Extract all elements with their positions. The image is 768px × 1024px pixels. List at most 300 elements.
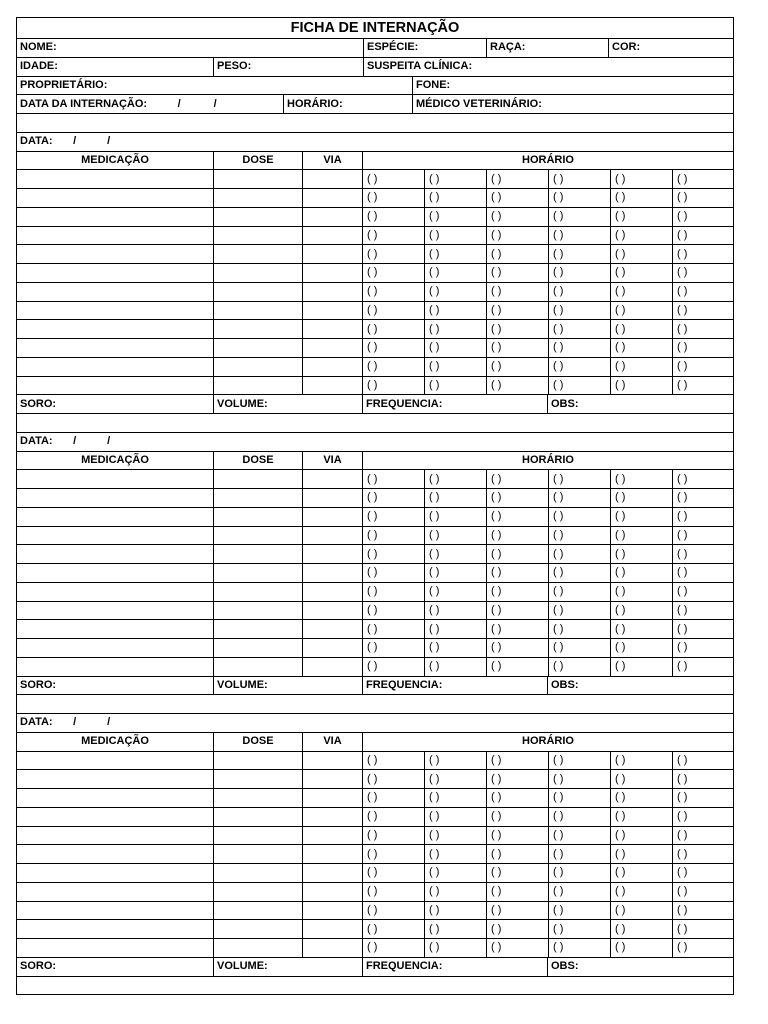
time-slot-checkbox[interactable]: ( ) bbox=[425, 808, 487, 827]
field-suspeita-clinica[interactable]: SUSPEITA CLÍNICA: bbox=[364, 58, 734, 77]
time-slot-checkbox[interactable]: ( ) bbox=[549, 583, 611, 602]
time-slot-checkbox[interactable]: ( ) bbox=[673, 508, 734, 527]
time-slot-checkbox[interactable]: ( ) bbox=[487, 639, 549, 658]
time-slot-checkbox[interactable]: ( ) bbox=[363, 227, 425, 246]
dose-cell[interactable] bbox=[214, 939, 303, 958]
time-slot-checkbox[interactable]: ( ) bbox=[549, 527, 611, 546]
field-frequencia[interactable]: FREQUENCIA: bbox=[363, 677, 548, 696]
time-slot-checkbox[interactable]: ( ) bbox=[487, 789, 549, 808]
via-cell[interactable] bbox=[303, 883, 363, 902]
time-slot-checkbox[interactable]: ( ) bbox=[673, 939, 734, 958]
time-slot-checkbox[interactable]: ( ) bbox=[549, 639, 611, 658]
via-cell[interactable] bbox=[303, 527, 363, 546]
medicacao-cell[interactable] bbox=[17, 770, 214, 789]
medicacao-cell[interactable] bbox=[17, 339, 214, 358]
time-slot-checkbox[interactable]: ( ) bbox=[363, 489, 425, 508]
time-slot-checkbox[interactable]: ( ) bbox=[487, 283, 549, 302]
dose-cell[interactable] bbox=[214, 245, 303, 264]
field-cor[interactable]: COR: bbox=[609, 39, 734, 58]
via-cell[interactable] bbox=[303, 508, 363, 527]
time-slot-checkbox[interactable]: ( ) bbox=[611, 602, 673, 621]
medicacao-cell[interactable] bbox=[17, 320, 214, 339]
time-slot-checkbox[interactable]: ( ) bbox=[363, 170, 425, 189]
time-slot-checkbox[interactable]: ( ) bbox=[549, 902, 611, 921]
time-slot-checkbox[interactable]: ( ) bbox=[611, 808, 673, 827]
field-medico-veterinario[interactable]: MÉDICO VETERINÁRIO: bbox=[413, 95, 734, 114]
time-slot-checkbox[interactable]: ( ) bbox=[425, 583, 487, 602]
time-slot-checkbox[interactable]: ( ) bbox=[673, 189, 734, 208]
time-slot-checkbox[interactable]: ( ) bbox=[673, 827, 734, 846]
section-date-field[interactable] bbox=[17, 714, 734, 733]
time-slot-checkbox[interactable]: ( ) bbox=[487, 602, 549, 621]
medicacao-cell[interactable] bbox=[17, 845, 214, 864]
time-slot-checkbox[interactable]: ( ) bbox=[611, 583, 673, 602]
time-slot-checkbox[interactable]: ( ) bbox=[425, 320, 487, 339]
via-cell[interactable] bbox=[303, 752, 363, 771]
time-slot-checkbox[interactable]: ( ) bbox=[363, 564, 425, 583]
time-slot-checkbox[interactable]: ( ) bbox=[363, 845, 425, 864]
medicacao-cell[interactable] bbox=[17, 564, 214, 583]
time-slot-checkbox[interactable]: ( ) bbox=[425, 527, 487, 546]
medicacao-cell[interactable] bbox=[17, 470, 214, 489]
time-slot-checkbox[interactable]: ( ) bbox=[549, 377, 611, 396]
time-slot-checkbox[interactable]: ( ) bbox=[673, 808, 734, 827]
medicacao-cell[interactable] bbox=[17, 545, 214, 564]
time-slot-checkbox[interactable]: ( ) bbox=[611, 827, 673, 846]
medicacao-cell[interactable] bbox=[17, 902, 214, 921]
time-slot-checkbox[interactable]: ( ) bbox=[549, 339, 611, 358]
time-slot-checkbox[interactable]: ( ) bbox=[611, 658, 673, 677]
field-especie[interactable]: ESPÉCIE: bbox=[364, 39, 487, 58]
time-slot-checkbox[interactable]: ( ) bbox=[487, 489, 549, 508]
time-slot-checkbox[interactable]: ( ) bbox=[425, 489, 487, 508]
time-slot-checkbox[interactable]: ( ) bbox=[487, 170, 549, 189]
time-slot-checkbox[interactable]: ( ) bbox=[549, 920, 611, 939]
field-fone[interactable]: FONE: bbox=[413, 77, 734, 96]
time-slot-checkbox[interactable]: ( ) bbox=[363, 264, 425, 283]
time-slot-checkbox[interactable]: ( ) bbox=[673, 227, 734, 246]
dose-cell[interactable] bbox=[214, 227, 303, 246]
time-slot-checkbox[interactable]: ( ) bbox=[363, 208, 425, 227]
dose-cell[interactable] bbox=[214, 583, 303, 602]
via-cell[interactable] bbox=[303, 189, 363, 208]
via-cell[interactable] bbox=[303, 902, 363, 921]
time-slot-checkbox[interactable]: ( ) bbox=[673, 545, 734, 564]
via-cell[interactable] bbox=[303, 864, 363, 883]
time-slot-checkbox[interactable]: ( ) bbox=[673, 583, 734, 602]
medicacao-cell[interactable] bbox=[17, 208, 214, 227]
time-slot-checkbox[interactable]: ( ) bbox=[363, 358, 425, 377]
time-slot-checkbox[interactable]: ( ) bbox=[611, 170, 673, 189]
medicacao-cell[interactable] bbox=[17, 602, 214, 621]
medicacao-cell[interactable] bbox=[17, 864, 214, 883]
field-data-internacao[interactable] bbox=[17, 95, 284, 114]
time-slot-checkbox[interactable]: ( ) bbox=[549, 658, 611, 677]
time-slot-checkbox[interactable]: ( ) bbox=[425, 902, 487, 921]
medicacao-cell[interactable] bbox=[17, 789, 214, 808]
time-slot-checkbox[interactable]: ( ) bbox=[611, 770, 673, 789]
time-slot-checkbox[interactable]: ( ) bbox=[549, 470, 611, 489]
time-slot-checkbox[interactable]: ( ) bbox=[425, 620, 487, 639]
time-slot-checkbox[interactable]: ( ) bbox=[363, 545, 425, 564]
dose-cell[interactable] bbox=[214, 170, 303, 189]
time-slot-checkbox[interactable]: ( ) bbox=[673, 845, 734, 864]
time-slot-checkbox[interactable]: ( ) bbox=[549, 808, 611, 827]
time-slot-checkbox[interactable]: ( ) bbox=[549, 283, 611, 302]
time-slot-checkbox[interactable]: ( ) bbox=[425, 545, 487, 564]
medicacao-cell[interactable] bbox=[17, 170, 214, 189]
time-slot-checkbox[interactable]: ( ) bbox=[611, 339, 673, 358]
time-slot-checkbox[interactable]: ( ) bbox=[549, 508, 611, 527]
time-slot-checkbox[interactable]: ( ) bbox=[673, 170, 734, 189]
time-slot-checkbox[interactable]: ( ) bbox=[363, 620, 425, 639]
field-obs[interactable]: OBS: bbox=[548, 677, 734, 696]
time-slot-checkbox[interactable]: ( ) bbox=[363, 902, 425, 921]
time-slot-checkbox[interactable]: ( ) bbox=[425, 883, 487, 902]
via-cell[interactable] bbox=[303, 489, 363, 508]
time-slot-checkbox[interactable]: ( ) bbox=[611, 527, 673, 546]
field-obs[interactable]: OBS: bbox=[548, 395, 734, 414]
via-cell[interactable] bbox=[303, 227, 363, 246]
time-slot-checkbox[interactable]: ( ) bbox=[487, 770, 549, 789]
time-slot-checkbox[interactable]: ( ) bbox=[425, 845, 487, 864]
field-frequencia[interactable]: FREQUENCIA: bbox=[363, 395, 548, 414]
time-slot-checkbox[interactable]: ( ) bbox=[611, 620, 673, 639]
dose-cell[interactable] bbox=[214, 527, 303, 546]
time-slot-checkbox[interactable]: ( ) bbox=[363, 470, 425, 489]
time-slot-checkbox[interactable]: ( ) bbox=[425, 189, 487, 208]
time-slot-checkbox[interactable]: ( ) bbox=[487, 902, 549, 921]
time-slot-checkbox[interactable]: ( ) bbox=[549, 358, 611, 377]
time-slot-checkbox[interactable]: ( ) bbox=[487, 864, 549, 883]
time-slot-checkbox[interactable]: ( ) bbox=[363, 583, 425, 602]
via-cell[interactable] bbox=[303, 302, 363, 321]
dose-cell[interactable] bbox=[214, 902, 303, 921]
time-slot-checkbox[interactable]: ( ) bbox=[363, 752, 425, 771]
medicacao-cell[interactable] bbox=[17, 920, 214, 939]
time-slot-checkbox[interactable]: ( ) bbox=[673, 208, 734, 227]
time-slot-checkbox[interactable]: ( ) bbox=[487, 620, 549, 639]
medicacao-cell[interactable] bbox=[17, 189, 214, 208]
time-slot-checkbox[interactable]: ( ) bbox=[673, 620, 734, 639]
via-cell[interactable] bbox=[303, 620, 363, 639]
time-slot-checkbox[interactable]: ( ) bbox=[549, 170, 611, 189]
via-cell[interactable] bbox=[303, 920, 363, 939]
dose-cell[interactable] bbox=[214, 189, 303, 208]
time-slot-checkbox[interactable]: ( ) bbox=[673, 302, 734, 321]
via-cell[interactable] bbox=[303, 545, 363, 564]
time-slot-checkbox[interactable]: ( ) bbox=[673, 377, 734, 396]
field-obs[interactable]: OBS: bbox=[548, 958, 734, 977]
time-slot-checkbox[interactable]: ( ) bbox=[549, 752, 611, 771]
time-slot-checkbox[interactable]: ( ) bbox=[549, 320, 611, 339]
time-slot-checkbox[interactable]: ( ) bbox=[611, 864, 673, 883]
via-cell[interactable] bbox=[303, 770, 363, 789]
time-slot-checkbox[interactable]: ( ) bbox=[425, 264, 487, 283]
time-slot-checkbox[interactable]: ( ) bbox=[425, 602, 487, 621]
via-cell[interactable] bbox=[303, 808, 363, 827]
time-slot-checkbox[interactable]: ( ) bbox=[425, 920, 487, 939]
time-slot-checkbox[interactable]: ( ) bbox=[549, 939, 611, 958]
time-slot-checkbox[interactable]: ( ) bbox=[611, 508, 673, 527]
dose-cell[interactable] bbox=[214, 770, 303, 789]
time-slot-checkbox[interactable]: ( ) bbox=[673, 752, 734, 771]
field-soro[interactable]: SORO: bbox=[17, 958, 214, 977]
dose-cell[interactable] bbox=[214, 752, 303, 771]
time-slot-checkbox[interactable]: ( ) bbox=[549, 545, 611, 564]
time-slot-checkbox[interactable]: ( ) bbox=[611, 939, 673, 958]
medicacao-cell[interactable] bbox=[17, 264, 214, 283]
dose-cell[interactable] bbox=[214, 808, 303, 827]
time-slot-checkbox[interactable]: ( ) bbox=[673, 883, 734, 902]
time-slot-checkbox[interactable]: ( ) bbox=[487, 470, 549, 489]
time-slot-checkbox[interactable]: ( ) bbox=[611, 189, 673, 208]
dose-cell[interactable] bbox=[214, 358, 303, 377]
time-slot-checkbox[interactable]: ( ) bbox=[549, 245, 611, 264]
time-slot-checkbox[interactable]: ( ) bbox=[363, 245, 425, 264]
time-slot-checkbox[interactable]: ( ) bbox=[363, 864, 425, 883]
via-cell[interactable] bbox=[303, 939, 363, 958]
dose-cell[interactable] bbox=[214, 470, 303, 489]
medicacao-cell[interactable] bbox=[17, 489, 214, 508]
time-slot-checkbox[interactable]: ( ) bbox=[487, 658, 549, 677]
via-cell[interactable] bbox=[303, 377, 363, 396]
dose-cell[interactable] bbox=[214, 639, 303, 658]
time-slot-checkbox[interactable]: ( ) bbox=[611, 320, 673, 339]
time-slot-checkbox[interactable]: ( ) bbox=[363, 339, 425, 358]
field-nome[interactable]: NOME: bbox=[17, 39, 364, 58]
time-slot-checkbox[interactable]: ( ) bbox=[487, 845, 549, 864]
time-slot-checkbox[interactable]: ( ) bbox=[363, 302, 425, 321]
time-slot-checkbox[interactable]: ( ) bbox=[487, 752, 549, 771]
medicacao-cell[interactable] bbox=[17, 227, 214, 246]
time-slot-checkbox[interactable]: ( ) bbox=[425, 770, 487, 789]
time-slot-checkbox[interactable]: ( ) bbox=[611, 752, 673, 771]
time-slot-checkbox[interactable]: ( ) bbox=[611, 845, 673, 864]
time-slot-checkbox[interactable]: ( ) bbox=[549, 489, 611, 508]
dose-cell[interactable] bbox=[214, 564, 303, 583]
time-slot-checkbox[interactable]: ( ) bbox=[425, 508, 487, 527]
time-slot-checkbox[interactable]: ( ) bbox=[549, 602, 611, 621]
time-slot-checkbox[interactable]: ( ) bbox=[673, 789, 734, 808]
time-slot-checkbox[interactable]: ( ) bbox=[673, 264, 734, 283]
via-cell[interactable] bbox=[303, 583, 363, 602]
time-slot-checkbox[interactable]: ( ) bbox=[673, 527, 734, 546]
time-slot-checkbox[interactable]: ( ) bbox=[487, 358, 549, 377]
time-slot-checkbox[interactable]: ( ) bbox=[425, 302, 487, 321]
time-slot-checkbox[interactable]: ( ) bbox=[487, 508, 549, 527]
time-slot-checkbox[interactable]: ( ) bbox=[487, 189, 549, 208]
dose-cell[interactable] bbox=[214, 920, 303, 939]
time-slot-checkbox[interactable]: ( ) bbox=[673, 658, 734, 677]
dose-cell[interactable] bbox=[214, 264, 303, 283]
medicacao-cell[interactable] bbox=[17, 639, 214, 658]
time-slot-checkbox[interactable]: ( ) bbox=[363, 189, 425, 208]
time-slot-checkbox[interactable]: ( ) bbox=[549, 208, 611, 227]
time-slot-checkbox[interactable]: ( ) bbox=[611, 208, 673, 227]
dose-cell[interactable] bbox=[214, 545, 303, 564]
time-slot-checkbox[interactable]: ( ) bbox=[363, 508, 425, 527]
dose-cell[interactable] bbox=[214, 377, 303, 396]
time-slot-checkbox[interactable]: ( ) bbox=[549, 770, 611, 789]
time-slot-checkbox[interactable]: ( ) bbox=[673, 283, 734, 302]
time-slot-checkbox[interactable]: ( ) bbox=[611, 639, 673, 658]
time-slot-checkbox[interactable]: ( ) bbox=[363, 639, 425, 658]
via-cell[interactable] bbox=[303, 208, 363, 227]
medicacao-cell[interactable] bbox=[17, 283, 214, 302]
time-slot-checkbox[interactable]: ( ) bbox=[673, 564, 734, 583]
medicacao-cell[interactable] bbox=[17, 752, 214, 771]
time-slot-checkbox[interactable]: ( ) bbox=[363, 320, 425, 339]
time-slot-checkbox[interactable]: ( ) bbox=[549, 227, 611, 246]
time-slot-checkbox[interactable]: ( ) bbox=[673, 489, 734, 508]
time-slot-checkbox[interactable]: ( ) bbox=[425, 827, 487, 846]
time-slot-checkbox[interactable]: ( ) bbox=[611, 883, 673, 902]
time-slot-checkbox[interactable]: ( ) bbox=[425, 377, 487, 396]
time-slot-checkbox[interactable]: ( ) bbox=[673, 339, 734, 358]
dose-cell[interactable] bbox=[214, 883, 303, 902]
time-slot-checkbox[interactable]: ( ) bbox=[363, 808, 425, 827]
time-slot-checkbox[interactable]: ( ) bbox=[425, 227, 487, 246]
medicacao-cell[interactable] bbox=[17, 527, 214, 546]
time-slot-checkbox[interactable]: ( ) bbox=[611, 302, 673, 321]
time-slot-checkbox[interactable]: ( ) bbox=[673, 470, 734, 489]
medicacao-cell[interactable] bbox=[17, 883, 214, 902]
dose-cell[interactable] bbox=[214, 508, 303, 527]
time-slot-checkbox[interactable]: ( ) bbox=[673, 358, 734, 377]
time-slot-checkbox[interactable]: ( ) bbox=[611, 545, 673, 564]
field-volume[interactable]: VOLUME: bbox=[214, 395, 363, 414]
time-slot-checkbox[interactable]: ( ) bbox=[487, 883, 549, 902]
time-slot-checkbox[interactable]: ( ) bbox=[487, 339, 549, 358]
time-slot-checkbox[interactable]: ( ) bbox=[487, 320, 549, 339]
field-horario[interactable]: HORÁRIO: bbox=[284, 95, 413, 114]
time-slot-checkbox[interactable]: ( ) bbox=[673, 770, 734, 789]
time-slot-checkbox[interactable]: ( ) bbox=[363, 920, 425, 939]
time-slot-checkbox[interactable]: ( ) bbox=[611, 902, 673, 921]
time-slot-checkbox[interactable]: ( ) bbox=[611, 789, 673, 808]
time-slot-checkbox[interactable]: ( ) bbox=[487, 920, 549, 939]
time-slot-checkbox[interactable]: ( ) bbox=[611, 283, 673, 302]
time-slot-checkbox[interactable]: ( ) bbox=[487, 527, 549, 546]
via-cell[interactable] bbox=[303, 170, 363, 189]
time-slot-checkbox[interactable]: ( ) bbox=[549, 883, 611, 902]
medicacao-cell[interactable] bbox=[17, 377, 214, 396]
field-idade[interactable]: IDADE: bbox=[17, 58, 214, 77]
time-slot-checkbox[interactable]: ( ) bbox=[363, 283, 425, 302]
via-cell[interactable] bbox=[303, 602, 363, 621]
time-slot-checkbox[interactable]: ( ) bbox=[487, 808, 549, 827]
time-slot-checkbox[interactable]: ( ) bbox=[673, 320, 734, 339]
time-slot-checkbox[interactable]: ( ) bbox=[425, 864, 487, 883]
dose-cell[interactable] bbox=[214, 789, 303, 808]
time-slot-checkbox[interactable]: ( ) bbox=[425, 752, 487, 771]
time-slot-checkbox[interactable]: ( ) bbox=[611, 245, 673, 264]
time-slot-checkbox[interactable]: ( ) bbox=[425, 564, 487, 583]
time-slot-checkbox[interactable]: ( ) bbox=[487, 302, 549, 321]
dose-cell[interactable] bbox=[214, 283, 303, 302]
via-cell[interactable] bbox=[303, 264, 363, 283]
field-soro[interactable]: SORO: bbox=[17, 677, 214, 696]
via-cell[interactable] bbox=[303, 639, 363, 658]
via-cell[interactable] bbox=[303, 658, 363, 677]
time-slot-checkbox[interactable]: ( ) bbox=[611, 377, 673, 396]
medicacao-cell[interactable] bbox=[17, 508, 214, 527]
time-slot-checkbox[interactable]: ( ) bbox=[363, 602, 425, 621]
medicacao-cell[interactable] bbox=[17, 939, 214, 958]
time-slot-checkbox[interactable]: ( ) bbox=[363, 939, 425, 958]
dose-cell[interactable] bbox=[214, 658, 303, 677]
time-slot-checkbox[interactable]: ( ) bbox=[487, 245, 549, 264]
via-cell[interactable] bbox=[303, 339, 363, 358]
time-slot-checkbox[interactable]: ( ) bbox=[425, 339, 487, 358]
time-slot-checkbox[interactable]: ( ) bbox=[425, 939, 487, 958]
field-raca[interactable]: RAÇA: bbox=[487, 39, 609, 58]
field-volume[interactable]: VOLUME: bbox=[214, 958, 363, 977]
medicacao-cell[interactable] bbox=[17, 358, 214, 377]
dose-cell[interactable] bbox=[214, 827, 303, 846]
medicacao-cell[interactable] bbox=[17, 245, 214, 264]
time-slot-checkbox[interactable]: ( ) bbox=[425, 639, 487, 658]
time-slot-checkbox[interactable]: ( ) bbox=[549, 564, 611, 583]
time-slot-checkbox[interactable]: ( ) bbox=[363, 883, 425, 902]
time-slot-checkbox[interactable]: ( ) bbox=[611, 264, 673, 283]
time-slot-checkbox[interactable]: ( ) bbox=[611, 564, 673, 583]
time-slot-checkbox[interactable]: ( ) bbox=[611, 920, 673, 939]
via-cell[interactable] bbox=[303, 827, 363, 846]
time-slot-checkbox[interactable]: ( ) bbox=[487, 939, 549, 958]
time-slot-checkbox[interactable]: ( ) bbox=[425, 470, 487, 489]
time-slot-checkbox[interactable]: ( ) bbox=[549, 864, 611, 883]
dose-cell[interactable] bbox=[214, 620, 303, 639]
via-cell[interactable] bbox=[303, 358, 363, 377]
time-slot-checkbox[interactable]: ( ) bbox=[549, 264, 611, 283]
time-slot-checkbox[interactable]: ( ) bbox=[487, 264, 549, 283]
time-slot-checkbox[interactable]: ( ) bbox=[673, 864, 734, 883]
time-slot-checkbox[interactable]: ( ) bbox=[363, 527, 425, 546]
time-slot-checkbox[interactable]: ( ) bbox=[363, 770, 425, 789]
time-slot-checkbox[interactable]: ( ) bbox=[611, 489, 673, 508]
via-cell[interactable] bbox=[303, 320, 363, 339]
dose-cell[interactable] bbox=[214, 864, 303, 883]
section-date-field[interactable] bbox=[17, 433, 734, 452]
time-slot-checkbox[interactable]: ( ) bbox=[611, 470, 673, 489]
via-cell[interactable] bbox=[303, 564, 363, 583]
time-slot-checkbox[interactable]: ( ) bbox=[487, 545, 549, 564]
time-slot-checkbox[interactable]: ( ) bbox=[549, 827, 611, 846]
time-slot-checkbox[interactable]: ( ) bbox=[487, 377, 549, 396]
field-peso[interactable]: PESO: bbox=[214, 58, 364, 77]
time-slot-checkbox[interactable]: ( ) bbox=[549, 789, 611, 808]
dose-cell[interactable] bbox=[214, 339, 303, 358]
medicacao-cell[interactable] bbox=[17, 620, 214, 639]
dose-cell[interactable] bbox=[214, 489, 303, 508]
dose-cell[interactable] bbox=[214, 302, 303, 321]
time-slot-checkbox[interactable]: ( ) bbox=[363, 658, 425, 677]
time-slot-checkbox[interactable]: ( ) bbox=[549, 845, 611, 864]
time-slot-checkbox[interactable]: ( ) bbox=[425, 208, 487, 227]
medicacao-cell[interactable] bbox=[17, 658, 214, 677]
time-slot-checkbox[interactable]: ( ) bbox=[487, 827, 549, 846]
dose-cell[interactable] bbox=[214, 845, 303, 864]
via-cell[interactable] bbox=[303, 845, 363, 864]
via-cell[interactable] bbox=[303, 789, 363, 808]
medicacao-cell[interactable] bbox=[17, 302, 214, 321]
time-slot-checkbox[interactable]: ( ) bbox=[549, 189, 611, 208]
time-slot-checkbox[interactable]: ( ) bbox=[363, 827, 425, 846]
time-slot-checkbox[interactable]: ( ) bbox=[673, 602, 734, 621]
time-slot-checkbox[interactable]: ( ) bbox=[611, 227, 673, 246]
